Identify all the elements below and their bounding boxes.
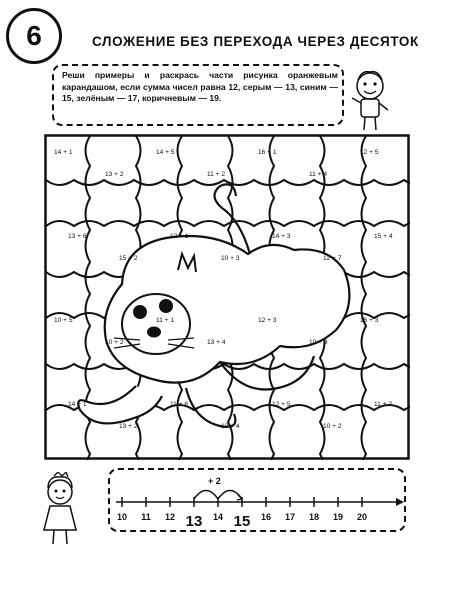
mosaic-example: 13 + 4 [221, 423, 240, 430]
kid-illustration-icon [348, 68, 392, 134]
mosaic-example: 12 + 1 [170, 233, 189, 240]
coloring-mosaic [44, 134, 410, 460]
mosaic-example: 12 + 5 [360, 149, 379, 156]
tick-label: 19 [332, 512, 344, 522]
mosaic-example: 16 + 1 [258, 149, 277, 156]
mosaic-example: 13 + 4 [207, 339, 226, 346]
tick-label: 10 [116, 512, 128, 522]
mosaic-example: 14 + 1 [68, 401, 87, 408]
tick-label: 18 [308, 512, 320, 522]
task-instructions: Реши примеры и раскрась части рисунка оранжевым карандашом, если сумма чисел равна 12, серым — 13, синим — 15, зелёным — 17, коричневым — 19. [62, 70, 338, 103]
mosaic-example: 13 + 2 [119, 423, 138, 430]
mosaic-example: 10 + 3 [221, 255, 240, 262]
tick-label: 20 [356, 512, 368, 522]
mosaic-example: 14 + 5 [156, 149, 175, 156]
tick-label: 13 [185, 513, 203, 530]
tick-label: 11 [141, 512, 151, 522]
tick-label: 15 [233, 513, 251, 530]
mosaic-example: 12 + 7 [323, 255, 342, 262]
mosaic-example: 15 + 2 [119, 255, 138, 262]
number-line [108, 468, 406, 532]
mosaic-example: 11 + 2 [207, 171, 226, 178]
mosaic-example: 13 + 2 [105, 171, 124, 178]
mosaic-example: 11 + 6 [170, 401, 189, 408]
mosaic-example: 10 + 2 [323, 423, 342, 430]
mosaic-example: 10 + 9 [309, 339, 328, 346]
mosaic-example: 15 + 4 [374, 233, 393, 240]
mosaic-example: 11 + 2 [374, 401, 393, 408]
girl-illustration-icon [38, 472, 84, 546]
mosaic-example: 16 + 3 [360, 317, 379, 324]
mosaic-example: 10 + 2 [105, 339, 124, 346]
mosaic-example: 10 + 5 [54, 317, 73, 324]
mosaic-example: 14 + 1 [54, 149, 73, 156]
tick-label: 16 [260, 512, 272, 522]
mosaic-example: 12 + 5 [272, 401, 291, 408]
tick-label: 14 [212, 512, 224, 522]
page-title: СЛОЖЕНИЕ БЕЗ ПЕРЕХОДА ЧЕРЕЗ ДЕСЯТОК [92, 34, 419, 49]
jump-arc-1 [194, 491, 218, 500]
mosaic-example: 11 + 4 [309, 171, 328, 178]
mosaic-example: 14 + 3 [272, 233, 291, 240]
mosaic-example: 11 + 1 [156, 317, 175, 324]
jump-label: + 2 [208, 476, 221, 486]
page-number: 6 [6, 8, 62, 64]
tick-label: 17 [284, 512, 296, 522]
tick-label: 12 [164, 512, 176, 522]
mosaic-example: 12 + 3 [258, 317, 277, 324]
mosaic-example: 13 + 6 [68, 233, 87, 240]
